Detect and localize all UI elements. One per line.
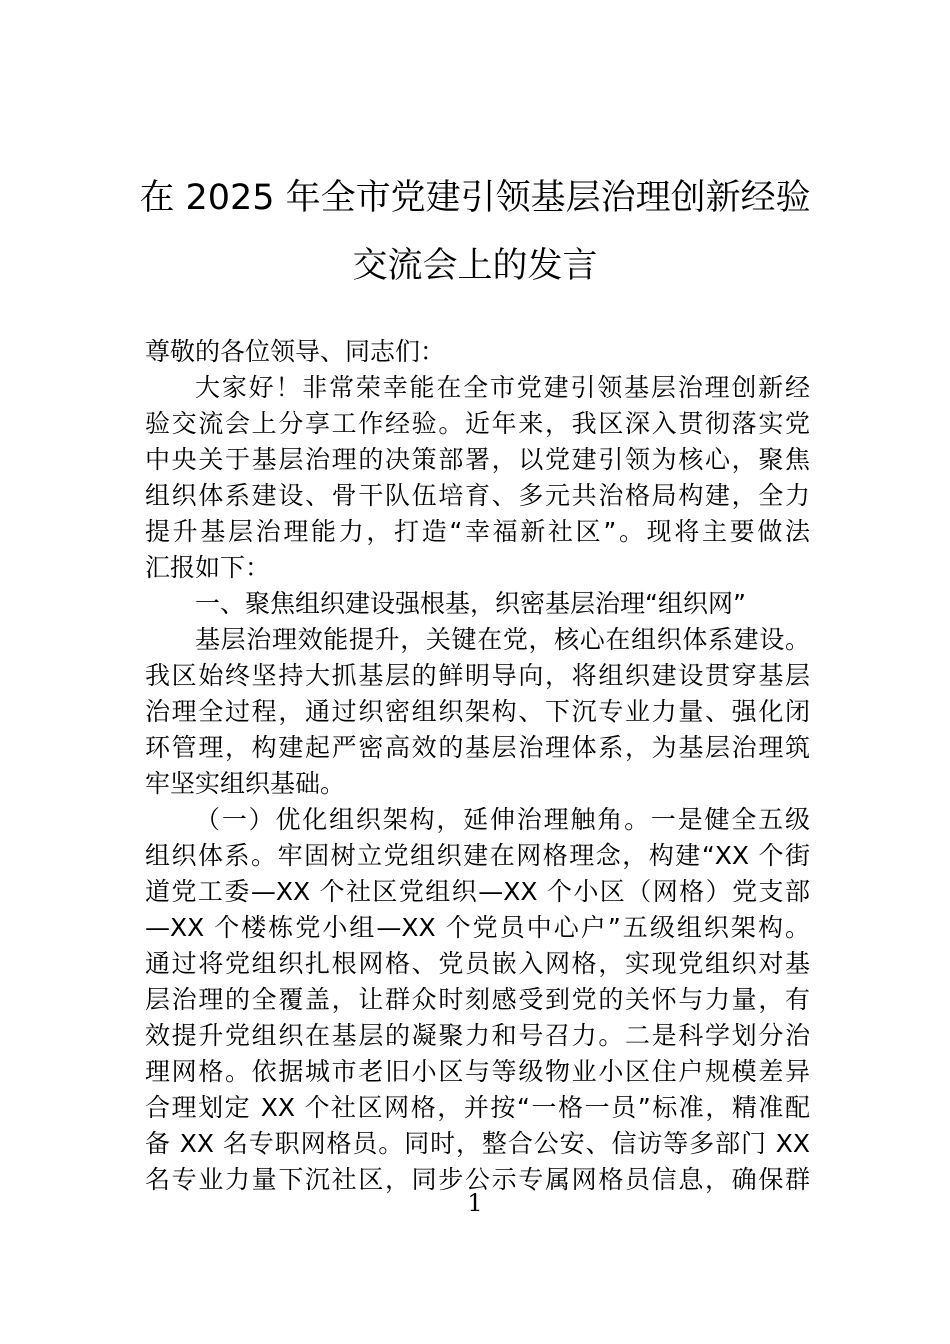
document-body bbox=[145, 334, 810, 1198]
paragraph-line: 合理划定 XX 个社区网格，并按“一格一员”标准，精准配 bbox=[145, 1093, 810, 1122]
paragraph-line: 名专业力量下沉社区，同步公示专属网格员信息，确保群 bbox=[145, 1165, 810, 1194]
paragraph-line: 组织体系。牢固树立党组织建在网格理念，构建“XX 个街 bbox=[145, 841, 810, 870]
section-heading: 一、聚焦组织建设强根基，织密基层治理“组织网” bbox=[195, 589, 746, 618]
paragraph-line: 基层治理效能提升，关键在党，核心在组织体系建设。 bbox=[195, 625, 810, 654]
paragraph-line: 提升基层治理能力，打造“幸福新社区”。现将主要做法 bbox=[145, 517, 810, 546]
paragraph-line: 牢坚实组织基础。 bbox=[145, 769, 346, 798]
paragraph-line: 中央关于基层治理的决策部署，以党建引领为核心，聚焦 bbox=[145, 445, 810, 474]
paragraph-line: 道党工委—XX 个社区党组织—XX 个小区（网格）党支部 bbox=[145, 877, 810, 906]
paragraph-line: 备 XX 名专职网格员。同时，整合公安、信访等多部门 XX bbox=[145, 1129, 810, 1158]
paragraph-line: 环管理，构建起严密高效的基层治理体系，为基层治理筑 bbox=[145, 733, 810, 762]
document-title-line-2: 交流会上的发言 bbox=[352, 246, 598, 286]
paragraph-line: 我区始终坚持大抓基层的鲜明导向，将组织建设贯穿基层 bbox=[145, 661, 810, 690]
salutation: 尊敬的各位领导、同志们： bbox=[145, 337, 446, 366]
paragraph-line: 效提升党组织在基层的凝聚力和号召力。二是科学划分治 bbox=[145, 1021, 810, 1050]
document-title-line-1: 在 2025 年全市党建引领基层治理创新经验 bbox=[139, 178, 811, 218]
page-number: 1 bbox=[467, 1189, 483, 1217]
paragraph-line: 理网格。依据城市老旧小区与等级物业小区住户规模差异 bbox=[145, 1057, 810, 1086]
paragraph-line: 大家好！非常荣幸能在全市党建引领基层治理创新经 bbox=[195, 373, 810, 402]
paragraph-line: 治理全过程，通过织密组织架构、下沉专业力量、强化闭 bbox=[145, 697, 810, 726]
paragraph-line: 通过将党组织扎根网格、党员嵌入网格，实现党组织对基 bbox=[145, 949, 810, 978]
paragraph-line: 层治理的全覆盖，让群众时刻感受到党的关怀与力量，有 bbox=[145, 985, 810, 1014]
paragraph-line: 验交流会上分享工作经验。近年来，我区深入贯彻落实党 bbox=[145, 409, 810, 438]
paragraph-line: 汇报如下： bbox=[145, 553, 271, 582]
paragraph-line: 组织体系建设、骨干队伍培育、多元共治格局构建，全力 bbox=[145, 481, 810, 510]
paragraph-line: —XX 个楼栋党小组—XX 个党员中心户”五级组织架构。 bbox=[145, 913, 810, 942]
paragraph-line: （一）优化组织架构，延伸治理触角。一是健全五级 bbox=[195, 805, 810, 834]
